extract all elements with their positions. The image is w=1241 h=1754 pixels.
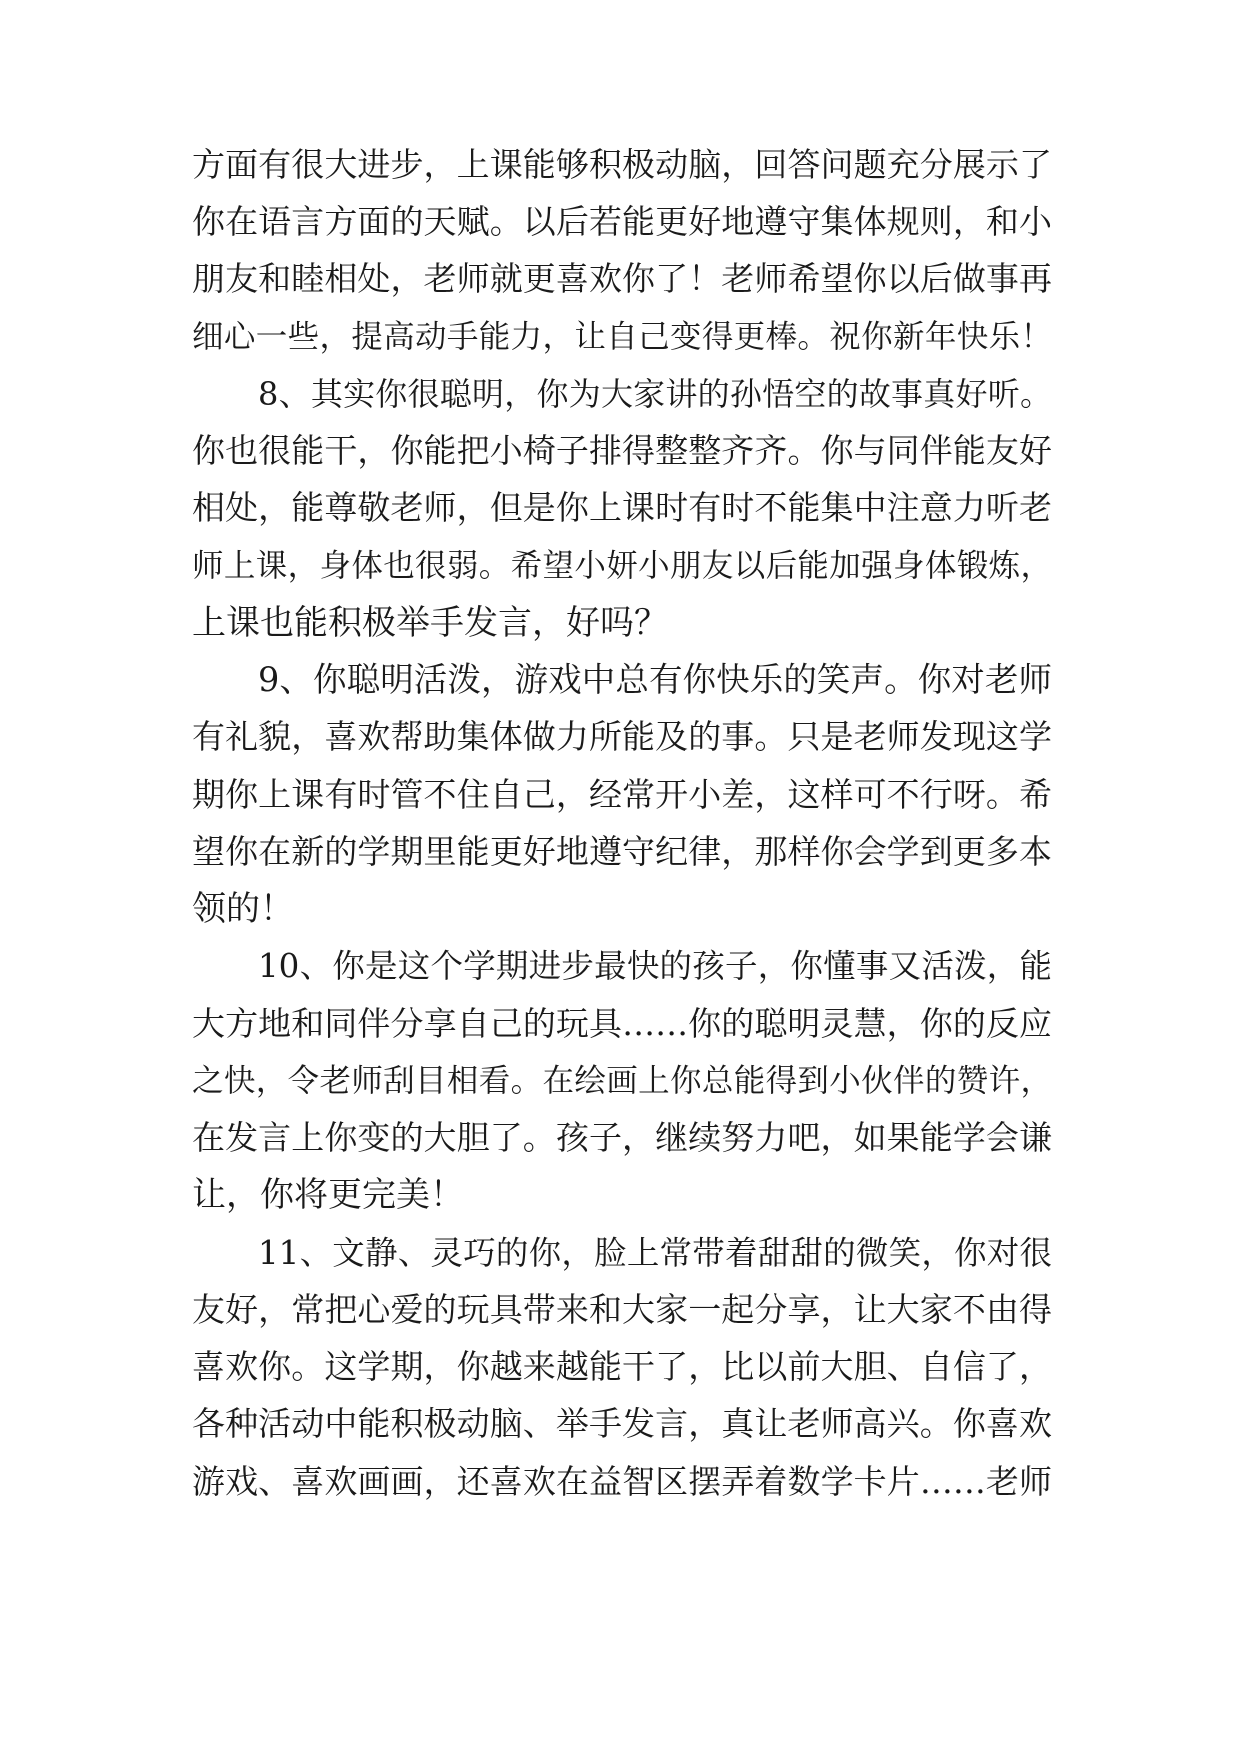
text-line: 你也很能干，你能把小椅子排得整整齐齐。你与同伴能友好	[192, 431, 1052, 470]
text-line: 师上课，身体也很弱。希望小妍小朋友以后能加强身体锻炼，	[192, 548, 1052, 584]
text-line: 在发言上你变的大胆了。孩子，继续努力吧，如果能学会谦	[192, 1118, 1052, 1157]
text-line: 领的！	[192, 889, 294, 929]
text-line: 友好，常把心爱的玩具带来和大家一起分享，让大家不由得	[192, 1290, 1052, 1329]
text-line: 喜欢你。这学期，你越来越能干了，比以前大胆、自信了，	[192, 1347, 1052, 1386]
text-line: 各种活动中能积极动脑、举手发言，真让老师高兴。你喜欢	[192, 1404, 1052, 1443]
text-line: 有礼貌，喜欢帮助集体做力所能及的事。只是老师发现这学	[192, 717, 1052, 756]
text-line: 之快，令老师刮目相看。在绘画上你总能得到小伙伴的赞许，	[192, 1063, 1052, 1099]
text-line: 上课也能积极举手发言，好吗？	[192, 603, 668, 643]
paragraph-start-8: 8、其实你很聪明，你为大家讲的孙悟空的故事真好听。	[258, 375, 1052, 413]
text-line: 朋友和睦相处，老师就更喜欢你了！老师希望你以后做事再	[192, 259, 1052, 298]
paragraph-start-11: 11、文静、灵巧的你，脸上常带着甜甜的微笑，你对很	[258, 1234, 1052, 1272]
text-line: 游戏、喜欢画画，还喜欢在益智区摆弄着数学卡片……老师	[192, 1462, 1052, 1501]
text-line: 相处，能尊敬老师，但是你上课时有时不能集中注意力听老	[192, 488, 1052, 527]
text-line: 让，你将更完美！	[192, 1175, 464, 1215]
text-line: 大方地和同伴分享自己的玩具……你的聪明灵慧，你的反应	[192, 1004, 1052, 1043]
text-line: 细心一些，提高动手能力，让自己变得更棒。祝你新年快乐！	[192, 319, 1052, 355]
paragraph-start-9: 9、你聪明活泼，游戏中总有你快乐的笑声。你对老师	[258, 660, 1052, 699]
text-line: 望你在新的学期里能更好地遵守纪律，那样你会学到更多本	[192, 832, 1052, 871]
text-line: 你在语言方面的天赋。以后若能更好地遵守集体规则，和小	[192, 202, 1052, 241]
text-line: 期你上课有时管不住自己，经常开小差，这样可不行呀。希	[192, 775, 1052, 814]
text-line: 方面有很大进步，上课能够积极动脑，回答问题充分展示了	[192, 145, 1052, 184]
paragraph-start-10: 10、你是这个学期进步最快的孩子，你懂事又活泼，能	[258, 947, 1052, 985]
